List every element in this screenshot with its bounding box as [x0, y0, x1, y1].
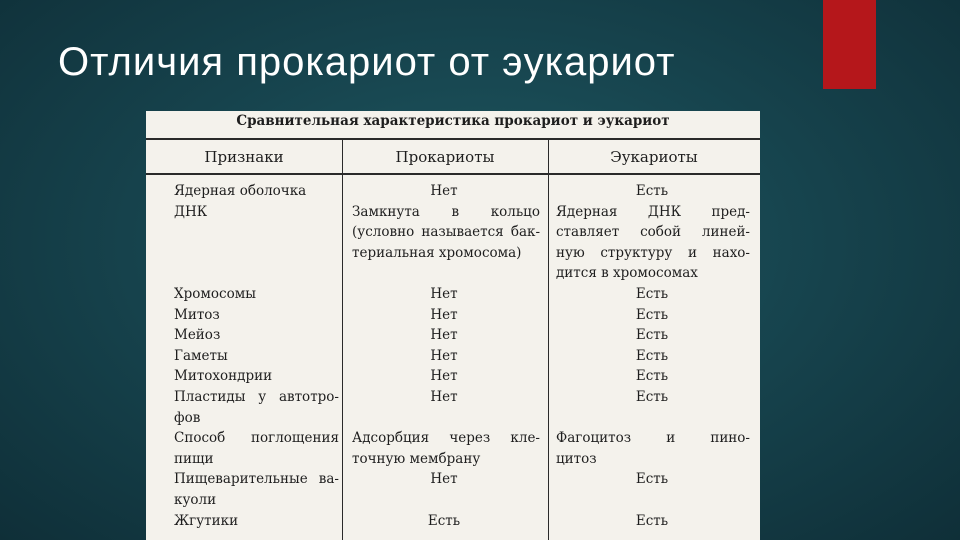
- table-header-rule: [146, 173, 760, 175]
- feature-cell: Пищеварительные ва-: [174, 471, 339, 488]
- feature-cell: Хромосомы: [174, 286, 256, 302]
- eukaryotes-cell: Есть: [635, 512, 669, 529]
- eukaryotes-cell: ставляет собой линей-: [556, 224, 750, 241]
- table-caption: Сравнительная характеристика прокариот и эукариот: [236, 113, 670, 129]
- feature-cell: Митохондрии: [174, 368, 273, 385]
- prokaryotes-cell: Нет: [430, 183, 458, 199]
- prokaryotes-cell: (условно называется бак-: [352, 224, 540, 241]
- feature-cell: Митоз: [174, 306, 220, 323]
- feature-cell: Гаметы: [174, 347, 228, 364]
- prokaryotes-cell: Нет: [430, 471, 458, 488]
- prokaryotes-cell: териальная хромосома): [352, 244, 522, 261]
- table-top-rule: [146, 138, 760, 140]
- prokaryotes-cell: точную мембрану: [352, 450, 481, 467]
- eukaryotes-cell: дится в хромосомах: [556, 265, 698, 282]
- header-prokaryotes: Прокариоты: [395, 148, 495, 166]
- prokaryotes-cell: Нет: [430, 327, 458, 344]
- eukaryotes-cell: цитоз: [556, 450, 597, 467]
- feature-cell: Мейоз: [174, 327, 221, 344]
- feature-cell: фов: [174, 409, 201, 426]
- feature-cell: ДНК: [174, 203, 208, 220]
- column-divider-1: [342, 140, 343, 540]
- eukaryotes-cell: Есть: [635, 286, 669, 302]
- feature-cell: пищи: [174, 450, 214, 467]
- prokaryotes-cell: Есть: [427, 512, 461, 529]
- column-divider-2: [548, 140, 549, 540]
- eukaryotes-cell: ную структуру и нахо-: [556, 244, 750, 261]
- eukaryotes-cell: Есть: [635, 327, 669, 344]
- prokaryotes-cell: Адсорбция через кле-: [352, 430, 540, 447]
- feature-cell: Пластиды у автотро-: [174, 389, 339, 405]
- eukaryotes-cell: Есть: [635, 306, 669, 323]
- prokaryotes-cell: Нет: [430, 368, 458, 385]
- eukaryotes-cell: Есть: [635, 471, 669, 488]
- feature-cell: Ядерная оболочка: [174, 183, 307, 199]
- prokaryotes-cell: Нет: [430, 306, 458, 323]
- eukaryotes-cell: Есть: [635, 347, 669, 364]
- eukaryotes-cell: Ядерная ДНК пред-: [556, 203, 750, 220]
- eukaryotes-cell: Есть: [635, 183, 669, 199]
- accent-bar: [823, 0, 876, 89]
- feature-cell: Жгутики: [174, 512, 239, 529]
- eukaryotes-cell: Фагоцитоз и пино-: [556, 430, 750, 447]
- table-image: [146, 111, 760, 540]
- prokaryotes-cell: Нет: [430, 389, 458, 405]
- eukaryotes-cell: Есть: [635, 389, 669, 405]
- prokaryotes-cell: Нет: [430, 347, 458, 364]
- eukaryotes-cell: Есть: [635, 368, 669, 385]
- prokaryotes-cell: Нет: [430, 286, 458, 302]
- header-features: Признаки: [204, 148, 284, 166]
- feature-cell: куоли: [174, 492, 217, 508]
- slide-title: Отличия прокариот от эукариот: [58, 40, 676, 84]
- header-eukaryotes: Эукариоты: [610, 148, 698, 166]
- prokaryotes-cell: Замкнута в кольцо: [352, 203, 540, 220]
- feature-cell: Способ поглощения: [174, 430, 339, 447]
